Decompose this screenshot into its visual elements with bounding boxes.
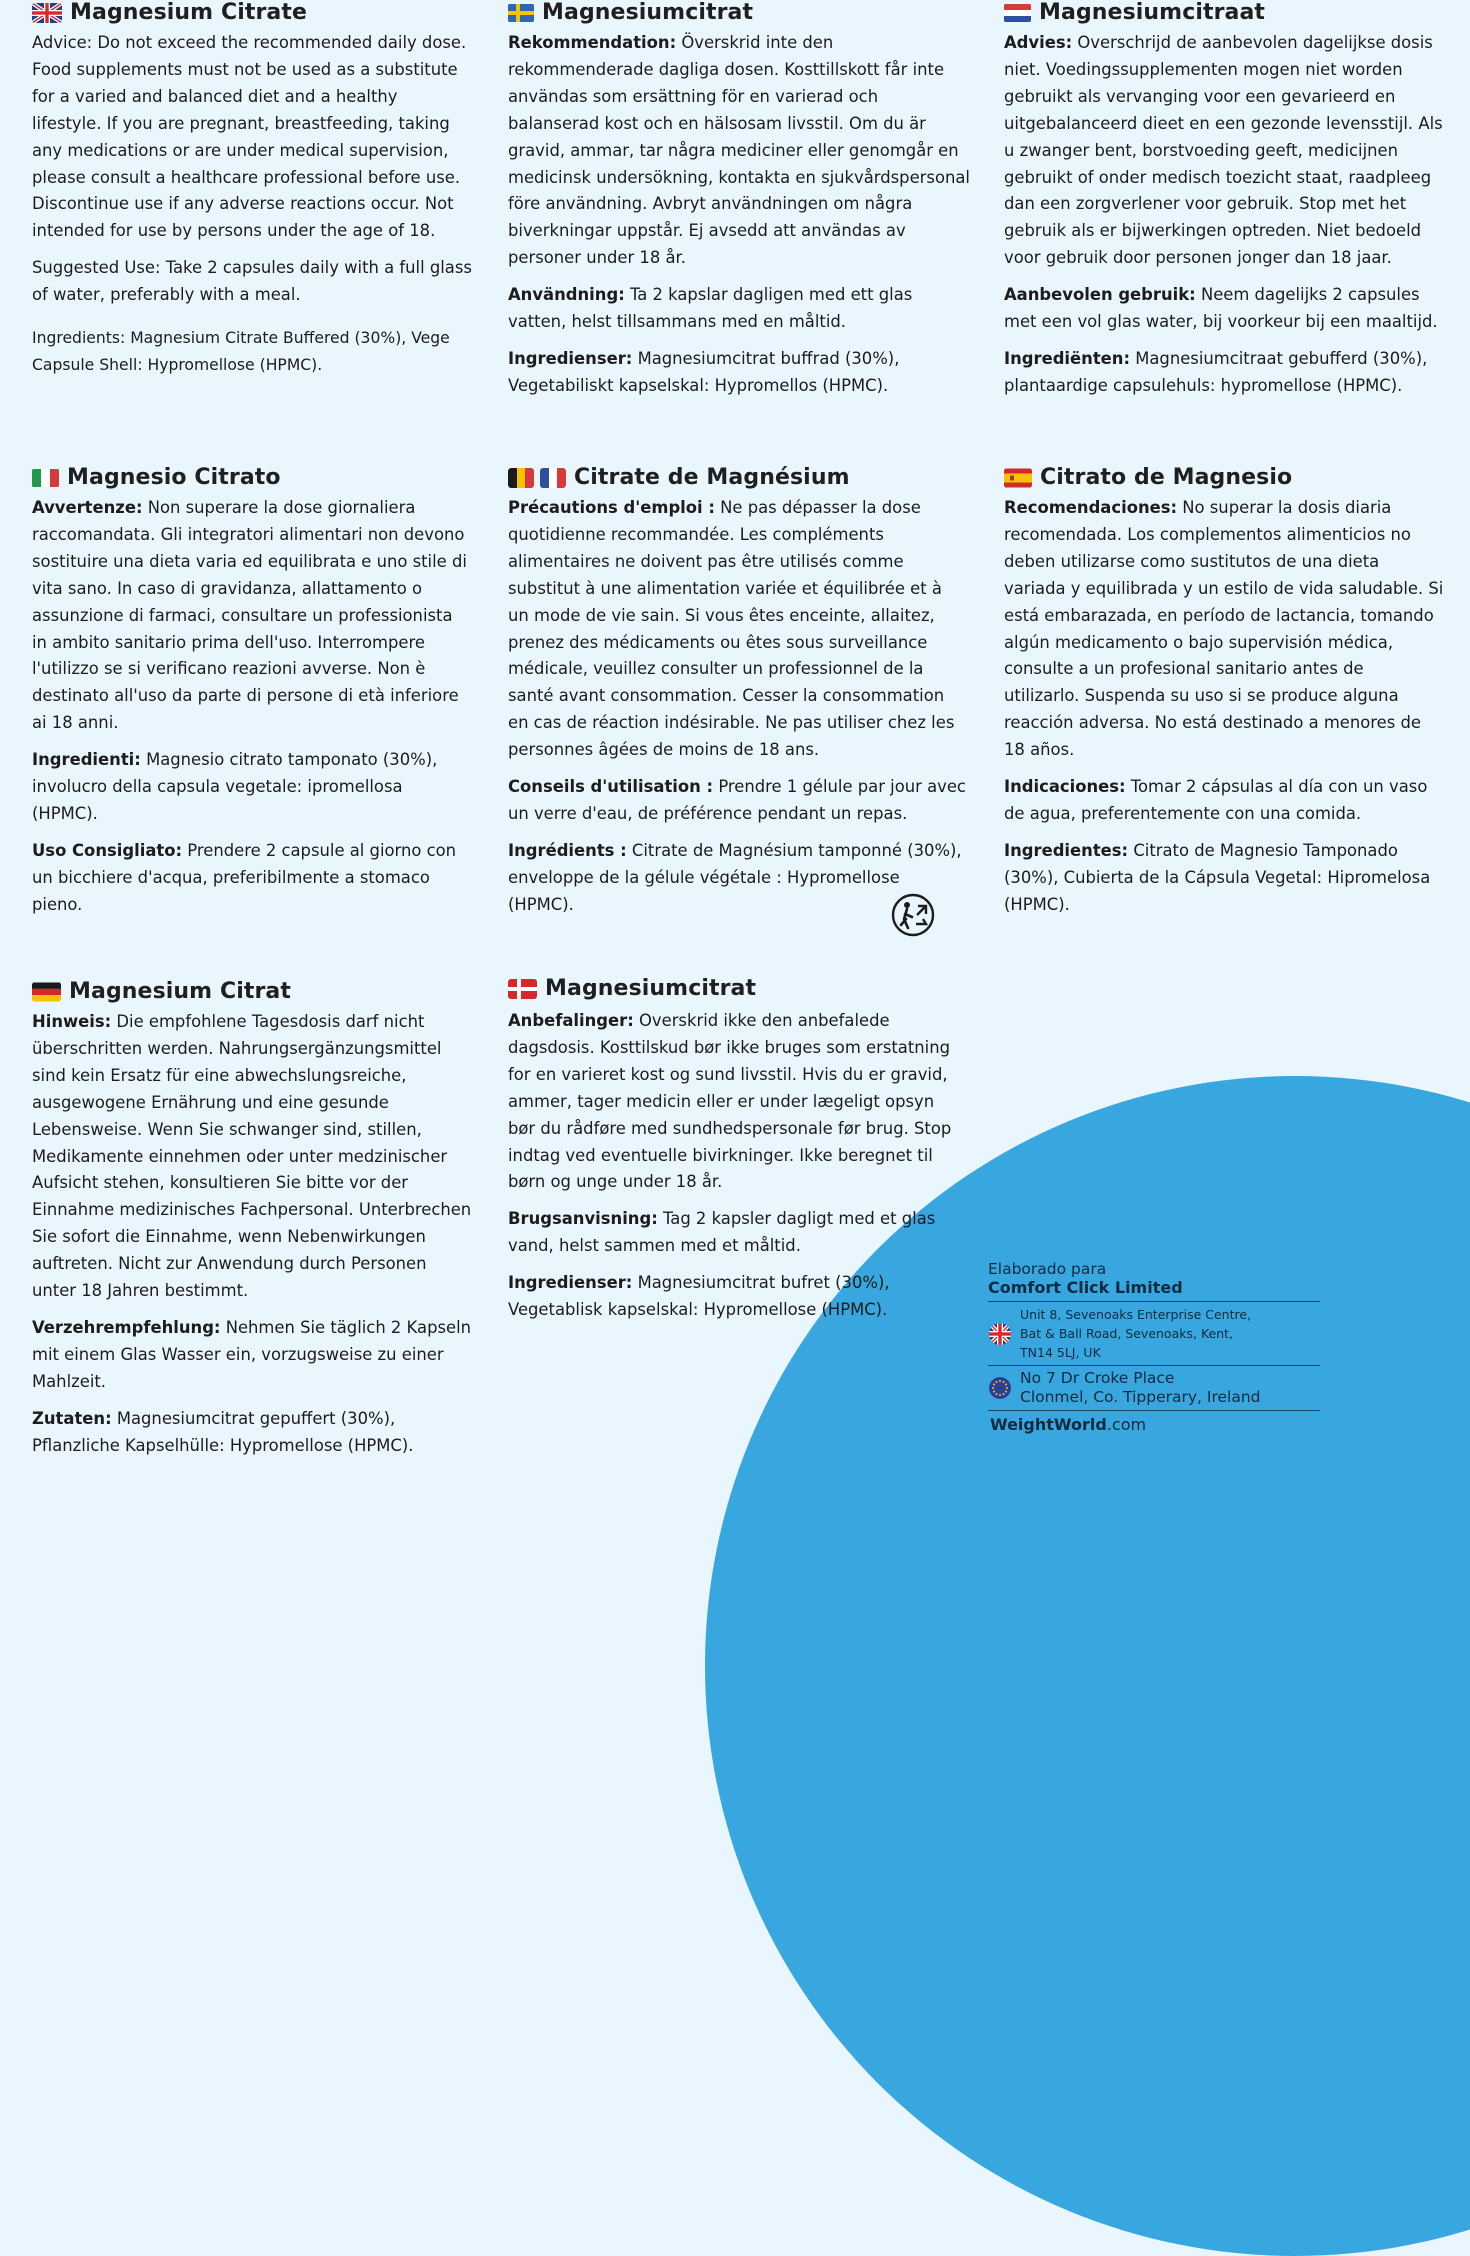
address-line: No 7 Dr Croke Place	[1020, 1369, 1175, 1387]
section-heading	[1004, 465, 1444, 491]
advice-body: Överskrid inte den rekommenderade dagliga dosen. Kosttillskott får inte användas som ersättning för en varierad och balanserad kost och en hälsosam livsstil. Om du är gravid, ammar, tar några mediciner eller genomgår en medicinsk undersökning, kontakta en sjukvårdspersonal före användning. Avbryt användningen om några biverkningar uppstår. Ej avsedd att användas av personer under 18 år.	[508, 33, 970, 268]
ingredients-label: Ingredienser:	[508, 348, 633, 368]
advice-body: Die empfohlene Tagesdosis darf nicht überschritten werden. Nahrungsergänzungsmittel sind kein Ersatz für eine abwechslungsreiche, ausgewogene Ernährung und eine gesunde Lebensweise. Wenn Sie schwanger sind, stillen, Medikamente einnehmen oder unter medzinischer Aufsicht stehen, konsultieren Sie bitte vor der Einnahme medizinisches Fachpersonal. Unterbrechen Sie sofort die Einnahme, wenn Nebenwirkungen auftreten. Nicht zur Anwendung durch Personen unter 18 Jahren bestimmt.	[32, 1012, 472, 1301]
ingredients-text	[508, 1270, 964, 1324]
advice-label: Rekommendation:	[508, 33, 677, 52]
usage-text	[32, 838, 472, 919]
usage-label: Verzehrempfehlung:	[32, 1317, 221, 1337]
section-german	[32, 979, 472, 1470]
advice-body: Non superare la dose giornaliera raccomandata. Gli integratori alimentari non devono sostituire una dieta varia ed equilibrata e uno stile di vita sano. In caso di gravidanza, allattamento o assunzione di farmaci, consultare un professionista in ambito sanitario prima dell'uso. Interrompere l'utilizzo se si verificano reazioni avverse. Non è destinato all'uso da parte di persone di età inferiore ai 18 anni.	[32, 498, 467, 733]
uk-address	[988, 1305, 1320, 1362]
ingredients-label: Ingrédients :	[508, 840, 627, 860]
address-line: Bat & Ball Road, Sevenoaks, Kent,	[1020, 1326, 1234, 1341]
usage-label: Uso Consigliato:	[32, 840, 183, 860]
website-domain: .com	[1106, 1415, 1147, 1434]
section-title: Magnesium Citrat	[69, 979, 291, 1004]
uk-flag-icon	[32, 3, 62, 23]
advice-text: Advice: Do not exceed the recommended daily dose. Food supplements must not be used as a substitute for a varied and balanced diet and a healthy lifestyle. If you are pregnant, breastfeeding, taking any medications or are under medical supervision, please consult a healthcare professional before use. Discontinue use if any adverse reactions occur. Not intended for use by persons under the age of 18.	[32, 33, 467, 241]
advice-label: Hinweis:	[32, 1012, 112, 1031]
advice-body: Overskrid ikke den anbefalede dagsdosis. Kosttilskud bør ikke bruges som erstatning for en varieret kost og sund livsstil. Hvis du er gravid, ammer, tager medicin eller er under lægeligt opsyn bør du rådføre med sundhedspersonale før brug. Stop indtag ved eventuelle bivirkninger. Ikke beregnet til børn og unge under 18 år.	[508, 1011, 952, 1192]
section-heading	[1004, 0, 1444, 26]
usage-label: Aanbevolen gebruik:	[1004, 285, 1196, 305]
advice-label: Advies:	[1004, 33, 1073, 52]
ingredients-label: Ingredienti:	[32, 750, 141, 770]
section-heading	[32, 979, 472, 1005]
ingredients-text	[1004, 346, 1444, 400]
advice-text	[508, 1008, 964, 1196]
sweden-flag-icon	[508, 3, 534, 23]
ingredients-body: Magnesiumcitrat buffrad (30%), Vegetabiliskt kapselskal: Hypromellos (HPMC).	[508, 348, 900, 395]
advice-text	[508, 495, 966, 764]
section-spanish	[1004, 465, 1444, 929]
section-title: Magnesiumcitrat	[542, 0, 754, 25]
advice-body: Overschrijd de aanbevolen dagelijkse dosis niet. Voedingssupplementen mogen niet worden gebruikt als vervanging voor een gevarieerd en uitgebalanceerd dieet en een gezonde levensstijl. Als u zwanger bent, borstvoeding geeft, medicijnen gebruikt of onder medisch toezicht staat, raadpleeg dan een zorgverlener voor gebruik. Stop met het gebruik als er bijwerkingen optreden. Niet bedoeld voor gebruik door personen jonger dan 18 jaar.	[1004, 33, 1443, 268]
usage-label: Användning:	[508, 285, 625, 305]
section-heading	[508, 0, 970, 26]
usage-text	[508, 774, 966, 828]
advice-label: Recomendaciones:	[1004, 498, 1178, 517]
ingredients-text	[32, 747, 472, 828]
section-swedish	[508, 0, 970, 410]
usage-text	[1004, 282, 1444, 336]
germany-flag-icon	[32, 982, 61, 1002]
ingredients-body: Magnesiumcitrat gepuffert (30%), Pflanzliche Kapselhülle: Hypromellose (HPMC).	[32, 1408, 414, 1455]
section-heading	[32, 465, 472, 491]
ingredients-body: Magnesiumcitraat gebufferd (30%), plantaardige capsulehuls: hypromellose (HPMC).	[1004, 348, 1428, 395]
uk-address-lines	[1020, 1305, 1251, 1362]
france-flag-icon	[540, 468, 566, 488]
address-line: TN14 5LJ, UK	[1020, 1345, 1101, 1360]
section-title: Citrato de Magnesio	[1040, 465, 1293, 490]
belgium-france-flags	[508, 468, 566, 488]
section-title: Magnesium Citrate	[70, 0, 307, 25]
address-line: Clonmel, Co. Tipperary, Ireland	[1020, 1388, 1261, 1406]
uk-flag-icon	[988, 1322, 1012, 1346]
ingredients-text	[32, 1406, 472, 1460]
website-brand: WeightWorld	[990, 1415, 1107, 1434]
advice-text	[1004, 495, 1444, 764]
advice-text	[508, 30, 970, 272]
made-for-label: Elaborado para	[988, 1260, 1107, 1278]
address-line: Unit 8, Sevenoaks Enterprise Centre,	[1020, 1307, 1252, 1322]
advice-label: Avvertenze:	[32, 498, 143, 517]
section-heading	[508, 465, 966, 491]
ingredients-label: Ingredienser:	[508, 1273, 633, 1293]
usage-text	[1004, 774, 1444, 828]
usage-body: Tag 2 kapsler dagligt med et glas vand, helst sammen med et måltid.	[508, 1209, 936, 1256]
advice-text	[1004, 30, 1444, 272]
usage-body: Tomar 2 cápsulas al día con un vaso de agua, preferentemente con una comida.	[1004, 777, 1428, 823]
section-title: Magnesiumcitrat	[545, 976, 757, 1001]
ingredients-body: Magnesiumcitrat bufret (30%), Vegetablisk kapselskal: Hypromellose (HPMC).	[508, 1273, 890, 1320]
usage-body: Ta 2 kapslar dagligen med ett glas vatten, helst tillsammans med en måltid.	[508, 285, 913, 332]
ingredients-text	[1004, 838, 1444, 919]
triman-recycle-icon	[890, 892, 936, 938]
company-name: Comfort Click Limited	[988, 1278, 1183, 1297]
section-title: Citrate de Magnésium	[574, 465, 850, 490]
section-english	[32, 0, 472, 389]
usage-label: Indicaciones:	[1004, 777, 1126, 797]
eu-flag-icon	[988, 1376, 1012, 1400]
usage-body: Prendere 2 capsule al giorno con un bicchiere d'acqua, preferibilmente a stomaco pieno.	[32, 840, 457, 914]
netherlands-flag-icon	[1004, 3, 1031, 23]
usage-body: Prendre 1 gélule par jour avec un verre d'eau, de préférence pendant un repas.	[508, 777, 966, 823]
section-title: Magnesio Citrato	[67, 465, 281, 490]
usage-label: Conseils d'utilisation :	[508, 777, 714, 797]
ingredients-body: Citrate de Magnésium tamponné (30%), enveloppe de la gélule végétale : Hypromellose (HPMC).	[508, 840, 962, 914]
ingredients-label: Zutaten:	[32, 1408, 112, 1428]
advice-text	[32, 1009, 472, 1305]
usage-label: Brugsanvisning:	[508, 1209, 658, 1229]
spain-flag-icon	[1004, 468, 1032, 488]
website-link[interactable]	[990, 1414, 1320, 1436]
section-italian	[32, 465, 472, 929]
denmark-flag-icon	[508, 979, 537, 999]
ingredients-text: Ingredients: Magnesium Citrate Buffered (30%), Vege Capsule Shell: Hypromellose (HPMC).	[32, 329, 450, 374]
section-heading	[508, 976, 964, 1002]
belgium-flag-icon	[508, 468, 534, 488]
advice-body: No superar la dosis diaria recomendada. Los complementos alimenticios no deben utilizarse como sustitutos de una dieta variada y equilibrada y un estilo de vida saludable. Si está embarazada, en período de lactancia, tomando algún medicamento o bajo supervisión médica, consulte a un profesional sanitario antes de utilizarlo. Suspenda su uso si se produce alguna reacción adversa. No está destinado a menores de 18 años.	[1004, 498, 1444, 760]
manufacturer-footer	[988, 1260, 1320, 1436]
usage-text	[32, 1315, 472, 1396]
section-french	[508, 465, 966, 929]
ie-address	[988, 1369, 1320, 1407]
advice-label: Précautions d'emploi :	[508, 498, 715, 517]
divider	[988, 1410, 1320, 1411]
ie-address-lines	[1020, 1369, 1261, 1407]
section-danish	[508, 976, 964, 1334]
ingredients-body: Magnesio citrato tamponato (30%), involucro della capsula vegetale: ipromellosa (HPMC).	[32, 750, 438, 823]
usage-text	[508, 282, 970, 336]
ingredients-text	[508, 346, 970, 400]
advice-label: Anbefalinger:	[508, 1011, 634, 1030]
usage-body: Nehmen Sie täglich 2 Kapseln mit einem Glas Wasser ein, vorzugsweise zu einer Mahlzeit.	[32, 1317, 472, 1391]
divider	[988, 1365, 1320, 1366]
suggested-use-text: Suggested Use: Take 2 capsules daily with a full glass of water, preferably with a meal.	[32, 258, 472, 305]
section-title: Magnesiumcitraat	[1039, 0, 1266, 25]
section-dutch	[1004, 0, 1444, 410]
ingredients-label: Ingredientes:	[1004, 840, 1129, 860]
italy-flag-icon	[32, 468, 59, 488]
divider	[988, 1301, 1320, 1302]
ingredients-body: Citrato de Magnesio Tamponado (30%), Cubierta de la Cápsula Vegetal: Hipromelosa (HPMC).	[1004, 840, 1431, 914]
advice-text	[32, 495, 472, 737]
usage-body: Neem dagelijks 2 capsules met een vol glas water, bij voorkeur bij een maaltijd.	[1004, 285, 1438, 332]
ingredients-label: Ingrediënten:	[1004, 348, 1131, 368]
section-heading	[32, 0, 472, 26]
advice-body: Ne pas dépasser la dose quotidienne recommandée. Les compléments alimentaires ne doivent pas être utilisés comme substitut à une alimentation variée et équilibrée et à un mode de vie sain. Si vous êtes enceinte, allaitez, prenez des médicaments ou êtes sous surveillance médicale, veuillez consulter un professionnel de la santé avant consommation. Cesser la consommation en cas de réaction indésirable. Ne pas utiliser chez les personnes âgées de moins de 18 ans.	[508, 498, 955, 760]
usage-text	[508, 1206, 964, 1260]
